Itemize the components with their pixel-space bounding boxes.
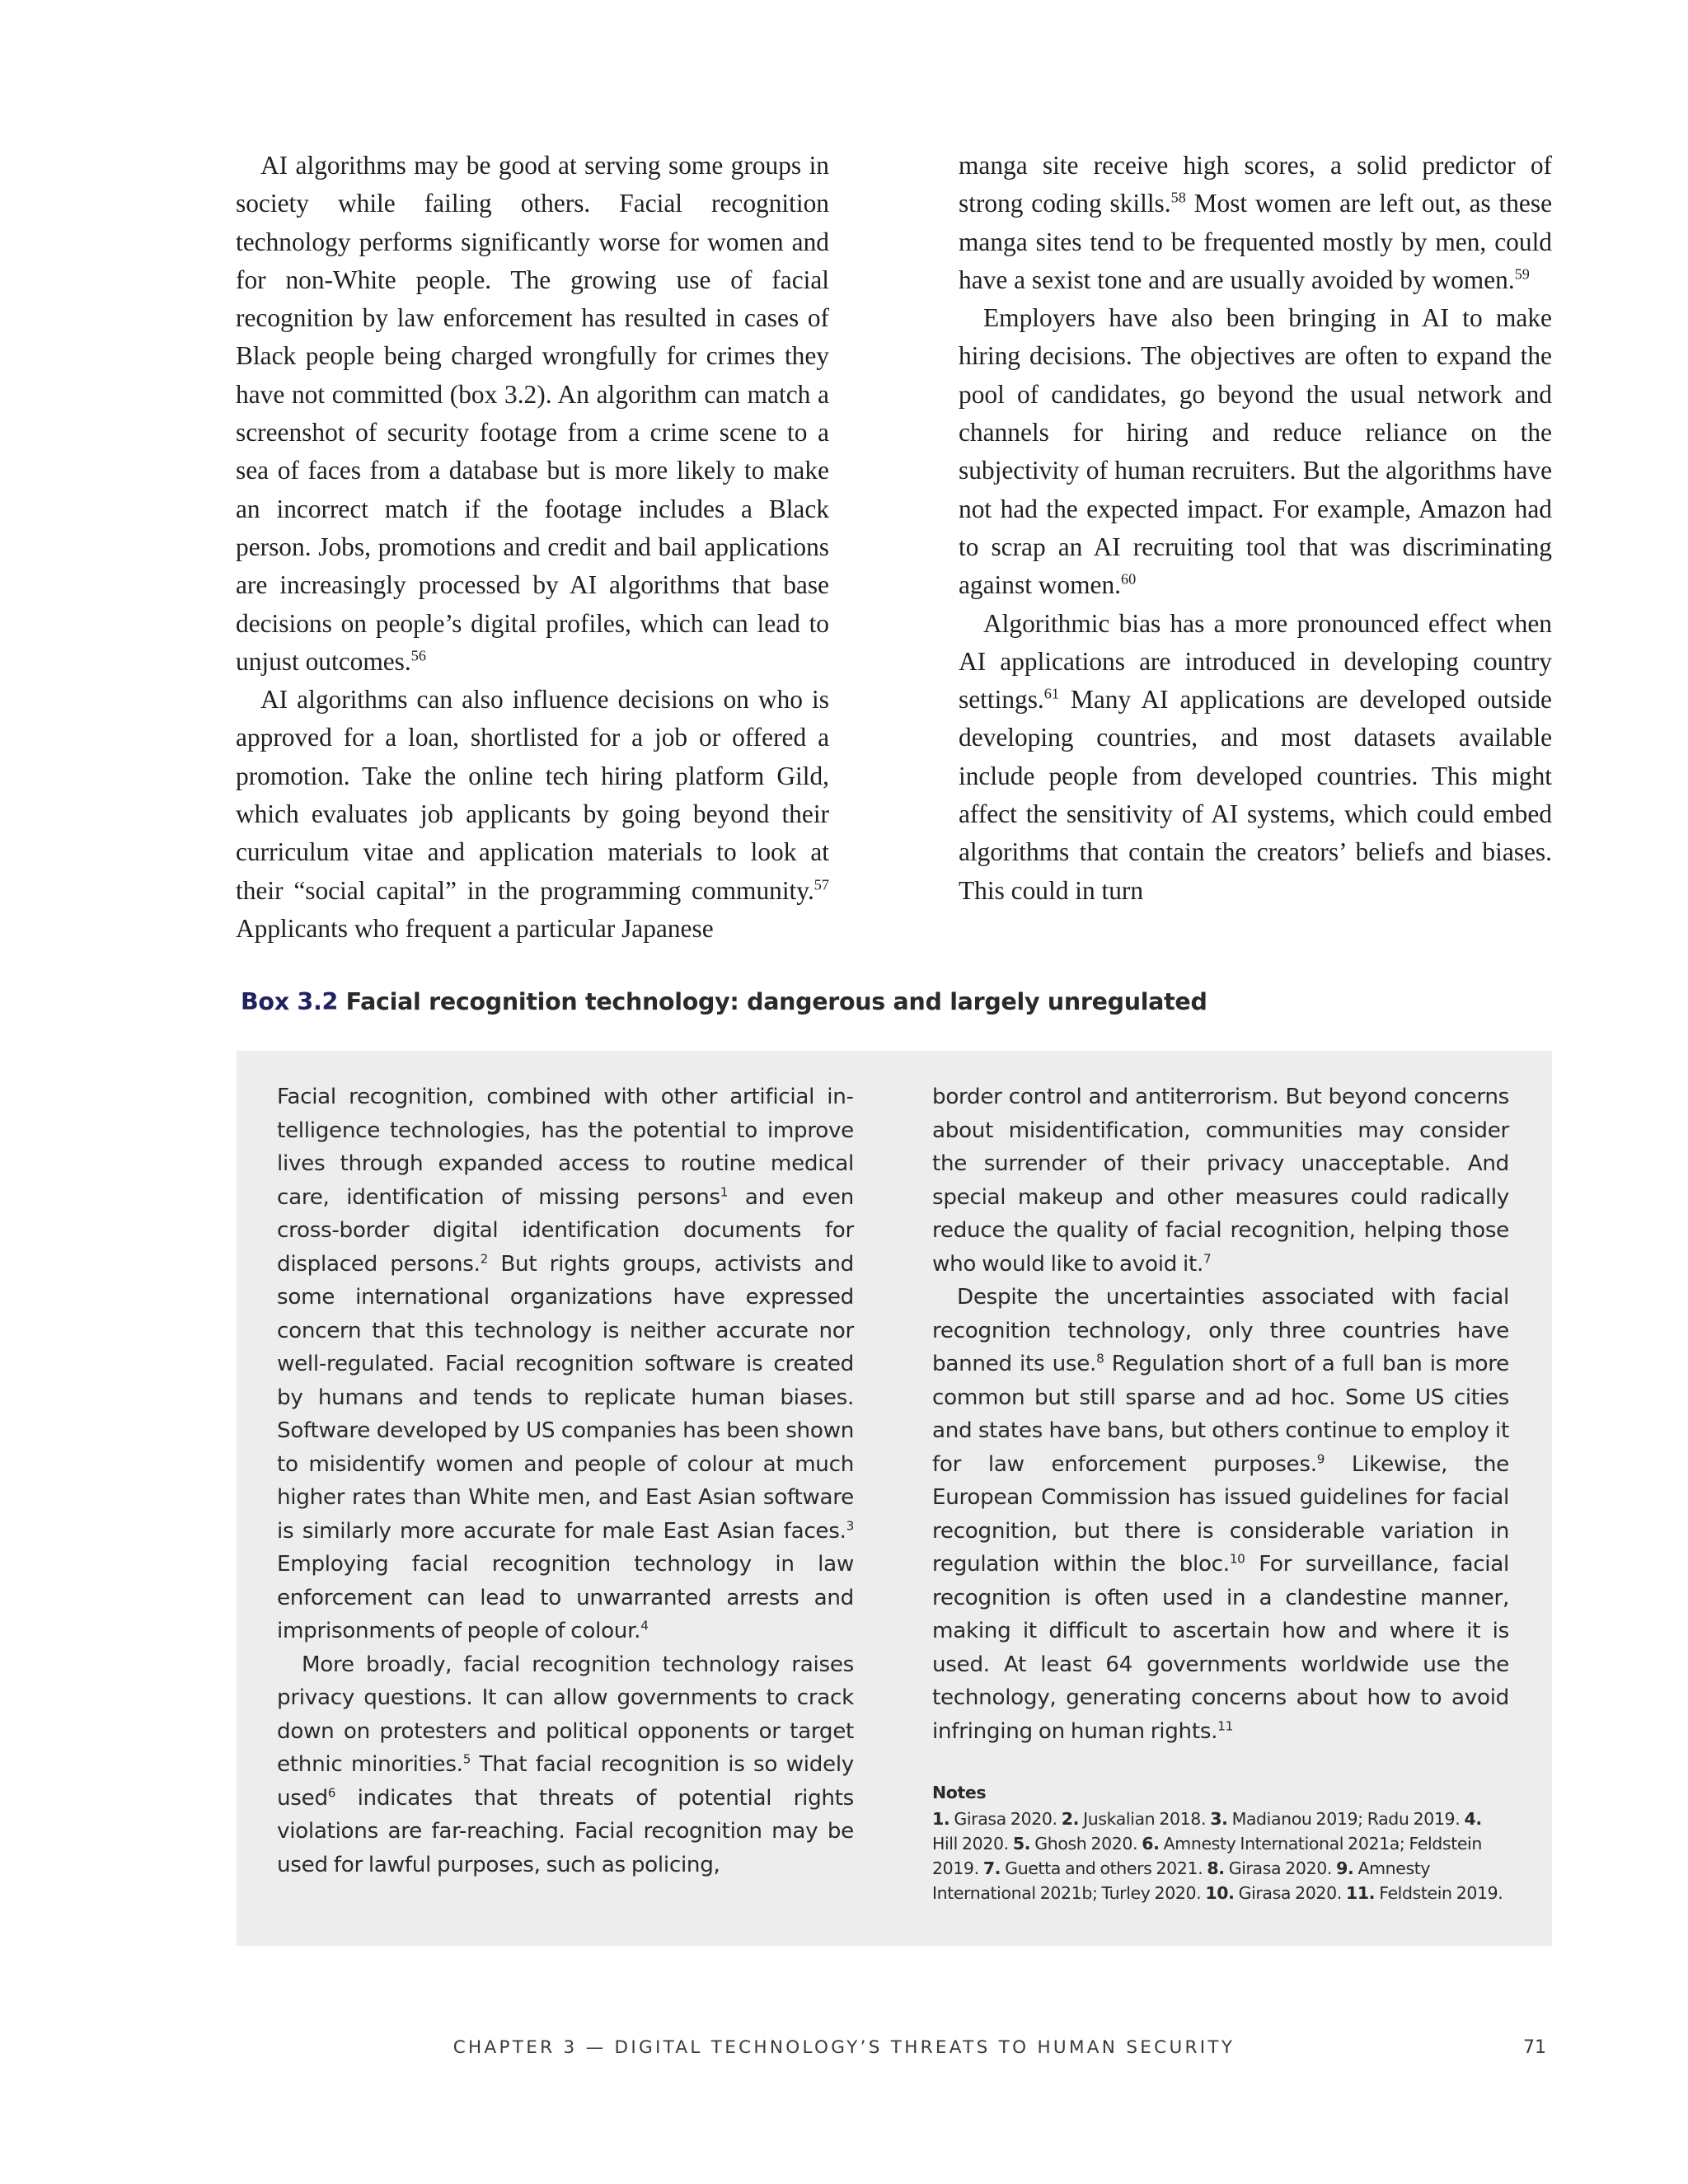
note-number: 9. (1336, 1858, 1354, 1878)
endnote-ref: 56 (410, 647, 426, 664)
note-text: Girasa 2020. (954, 1809, 1057, 1829)
note-text: Hill 2020. (932, 1834, 1009, 1854)
footnote-ref: 2 (480, 1251, 488, 1267)
footnote-ref: 4 (640, 1618, 649, 1633)
note-text: Ghosh 2020. (1034, 1834, 1138, 1854)
footnote-ref: 3 (846, 1518, 854, 1534)
page-number: 71 (1523, 2037, 1546, 2058)
note-text: Juskalian 2018. (1083, 1809, 1207, 1829)
box-title-text: Facial recognition technology: dangerous and largely unregulated (338, 988, 1207, 1015)
box-paragraph: Facial recognition, combined with other artificial intelligence technologies, has the potential to improve lives through expanded access to routine medical care, identification of missing persons$^1$ and even cross-border digital identification documents for displaced persons.$^2$ But rights groups, activists and some international organizations have expressed concern that this technology is neither accurate nor well-regulated. Facial recognition software is created by humans and tends to replicate human biases. Software developed by US companies has been shown to misidentify women and people of colour at much higher rates than White men, and East Asian software is similarly more accurate for male East Asian faces.$^3$ Employing facial recognition technology in law enforcement can lead to unwarranted arrests and imprisonments of people of colour.$^4$ (277, 1085, 855, 1643)
note-text: Amnesty International 2021a; Feldstein 2019. (932, 1834, 1482, 1878)
endnote-ref: 61 (1043, 685, 1059, 702)
box-paragraph: More broadly, facial recognition technology raises privacy questions. It can allow governments to crack down on protesters and political opponents or target ethnic minorities.$^5$ That facial recognition is so widely used$^6$ indicates that threats of potential rights violations are far-reaching. Facial recognition may be used for lawful purposes, such as policing, (277, 1652, 854, 1877)
note-number: 10. (1205, 1883, 1235, 1903)
main-text-right-column (959, 147, 1552, 910)
box-paragraph: border control and antiterrorism. But beyond concerns about misidentification, communities may consider the surrender of their privacy unacceptable. And special makeup and other measures could radically reduce the quality of facial recognition, helping those who would like to avoid it.$^7$ (932, 1085, 1509, 1277)
footnote-ref: 9 (1316, 1451, 1325, 1467)
footnote-ref: 5 (462, 1751, 471, 1767)
body-paragraph: AI algorithms may be good at serving some groups in society while failing others. Facial recognition technology performs significantly worse for women and for non-White people. The growing use of facial recognition by law enforcement has resulted in cases of Black people being charged wrongfully for crimes they have not committed (box 3.2). An algorithm can match a screenshot of security footage from a crime scene to a sea of faces from a database but is more likely to make an incorrect match if the footage includes a Black person. Jobs, promotions and credit and bail applications are increasingly processed by AI algorithms that base decisions on people’s digital profiles, which can lead to unjust outcomes.$^{56}$ (236, 151, 829, 676)
box-label: Box 3.2 (241, 988, 338, 1015)
body-paragraph: Algorithmic bias has a more pronounced effect when AI applications are introduced in developing country settings.$^{61}$ Many AI applications are developed outside developing countries, and most datasets available include people from developed countries. This might affect the sensitivity of AI systems, which could embed algorithms that contain the creators’ beliefs and biases. This could in turn (959, 608, 1552, 905)
note-text: Girasa 2020. (1228, 1858, 1332, 1878)
footnote-ref: 10 (1229, 1551, 1245, 1567)
box-left-column (277, 1080, 854, 1882)
note-number: 11. (1345, 1883, 1376, 1903)
note-number: 7. (982, 1858, 1001, 1878)
box-right-column (932, 1080, 1509, 1748)
body-paragraph: Employers have also been bringing in AI to make hiring decisions. The objectives are often to expand the pool of candidates, go beyond the usual network and channels for hiring and reduce reliance on the subjectivity of human recruiters. But the algorithms have not had the expected impact. For example, Amazon had to scrap an AI recruiting tool that was discriminating against women.$^{60}$ (959, 303, 1552, 600)
note-text: Amnesty International 2021b; Turley 2020. (932, 1858, 1431, 1903)
footnote-ref: 6 (327, 1785, 336, 1801)
note-number: 2. (1061, 1809, 1079, 1829)
endnote-ref: 60 (1121, 570, 1137, 588)
box-title (241, 986, 1207, 1019)
footer-chapter-title: CHAPTER 3 — DIGITAL TECHNOLOGY’S THREATS TO HUMAN SECURITY (452, 2037, 1236, 2058)
notes-list (932, 1807, 1509, 1905)
body-paragraph: AI algorithms can also influence decisions on who is approved for a loan, shortlisted for a job or offered a promotion. Take the online tech hiring platform Gild, which evaluates job applicants by going beyond their curriculum vitae and application materials to look at their “social capital” in the programming community.$^{57}$ Applicants who frequent a particular Japanese (236, 685, 829, 943)
footnote-ref: 11 (1217, 1718, 1233, 1734)
endnote-ref: 57 (814, 876, 829, 893)
box-paragraph: Despite the uncertainties associated with facial recognition technology, only three countries have banned its use.$^8$ Regulation short of a full ban is more common but still sparse and ad hoc. Some US cities and states have bans, but others continue to employ it for law enforcement purposes.$^9$ Likewise, the European Commission has issued guidelines for facial recognition, but there is considerable variation in regulation within the bloc.$^{10}$ For surveillance, facial recognition is often used in a clandestine manner, making it difficult to ascertain how and where it is used. At least 64 governments worldwide use the technology, generating concerns about how to avoid infringing on human rights.$^{11}$ (932, 1285, 1509, 1744)
endnote-ref: 58 (1170, 190, 1186, 207)
note-number: 5. (1012, 1834, 1031, 1854)
note-text: Guetta and others 2021. (1005, 1858, 1203, 1878)
note-text: Feldstein 2019. (1379, 1883, 1503, 1903)
footnote-ref: 1 (720, 1184, 729, 1200)
footnote-ref: 8 (1096, 1351, 1104, 1366)
body-paragraph: manga site receive high scores, a solid predictor of strong coding skills.$^{58}$ Most women are left out, as these manga sites tend to be frequented mostly by men, could have a sexist tone and are usually avoided by women.$^{59}$ (959, 151, 1553, 294)
note-text: Madianou 2019; Radu 2019. (1231, 1809, 1461, 1829)
note-number: 8. (1207, 1858, 1225, 1878)
main-text-left-column (236, 147, 829, 948)
note-number: 4. (1464, 1809, 1482, 1829)
note-number: 1. (932, 1809, 950, 1829)
box-notes (932, 1780, 1509, 1905)
note-text: Girasa 2020. (1238, 1883, 1342, 1903)
note-number: 3. (1210, 1809, 1228, 1829)
notes-heading: Notes (932, 1783, 987, 1802)
note-number: 6. (1142, 1834, 1160, 1854)
footnote-ref: 7 (1203, 1251, 1212, 1267)
endnote-ref: 59 (1514, 265, 1530, 283)
